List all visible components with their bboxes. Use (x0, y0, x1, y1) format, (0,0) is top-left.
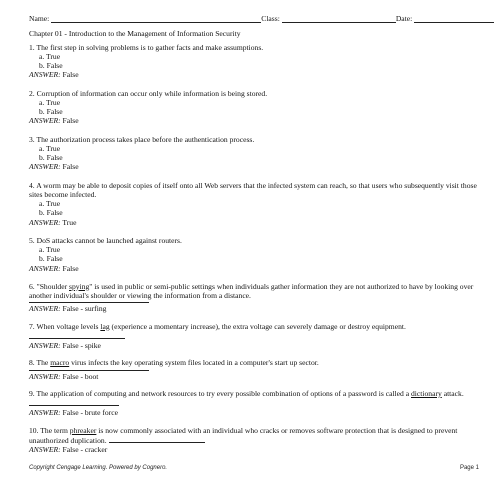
question-text-start: The application of computing and network resources to try every possible combination of options of a password is called a (36, 388, 411, 398)
answer-value: False - surfing (62, 304, 107, 314)
question-number: 9. (29, 388, 35, 398)
name-input-line[interactable] (51, 14, 261, 23)
option-false[interactable]: b. False (39, 107, 63, 116)
question-4 (29, 181, 479, 227)
page-footer (29, 465, 479, 472)
class-label: Class: (261, 14, 280, 23)
question-number: 2. (29, 88, 35, 98)
answer-blank-line[interactable] (29, 301, 149, 303)
question-text: Corruption of information can occur only while information is being stored. (36, 88, 268, 98)
question-10 (29, 426, 479, 455)
question-6 (29, 282, 479, 314)
question-number: 3. (29, 134, 35, 144)
question-number: 7. (29, 321, 35, 331)
page-number: Page 1 (459, 465, 479, 471)
question-5 (29, 236, 479, 273)
name-label: Name: (29, 14, 50, 23)
date-label: Date: (395, 14, 413, 23)
question-text-start: The term (40, 425, 70, 435)
header-fields (29, 14, 479, 23)
answer-value: False - boot (62, 371, 99, 381)
question-number: 10. (29, 425, 39, 435)
answer-label: ANSWER: (29, 70, 61, 80)
question-text-start: When voltage levels (36, 321, 101, 331)
question-text-end: is now commonly associated with an individual who cracks or removes software protection that is designed to prevent unauthorized duplication. (29, 425, 458, 445)
option-false[interactable]: b. False (39, 153, 63, 162)
question-number: 8. (29, 358, 35, 368)
answer-blank-line[interactable] (29, 369, 149, 371)
underlined-term: lag (100, 321, 110, 331)
underlined-term: macro (50, 358, 70, 368)
option-true[interactable]: a. True (39, 143, 61, 153)
copyright-text: Copyright Cengage Learning. Powered by Cognero. (29, 465, 168, 471)
option-true[interactable]: a. True (39, 245, 61, 254)
option-false[interactable]: b. False (39, 254, 63, 264)
answer-value: False (62, 263, 79, 273)
answer-blank[interactable] (109, 435, 205, 443)
answer-label: ANSWER: (29, 445, 61, 454)
question-text: The first step in solving problems is to gather facts and make assumptions. (36, 42, 264, 52)
underlined-term: dictionary (411, 388, 442, 398)
answer-label: ANSWER: (29, 162, 61, 172)
question-text: A worm may be able to deposit copies of itself onto all Web servers that the infected system can reach, so that users who subsequently visit those sites become infected. (29, 180, 477, 199)
question-number: 5. (29, 235, 35, 245)
question-text-end: " is used in public or semi-public settings when individuals gather information they are not authorized to have by looking over another individual's shoulder or viewing the information from a distance. (29, 281, 474, 300)
question-9 (29, 389, 479, 418)
option-true[interactable]: a. True (39, 51, 61, 61)
answer-label: ANSWER: (29, 408, 61, 418)
option-true[interactable]: a. True (39, 97, 61, 107)
answer-label: ANSWER: (29, 341, 61, 350)
answer-blank[interactable] (29, 398, 119, 406)
answer-label: ANSWER: (29, 263, 61, 273)
question-1 (29, 43, 479, 80)
answer-value: False (62, 70, 79, 80)
answer-value: False (62, 162, 79, 172)
question-text: The authorization process takes place before the authentication process. (36, 134, 255, 144)
question-text-end: (experience a momentary increase), the extra voltage can severely damage or destroy equipment. (109, 321, 406, 331)
question-text-start: The (36, 358, 51, 368)
question-7 (29, 322, 479, 351)
question-number: 4. (29, 180, 35, 190)
class-input-line[interactable] (282, 14, 396, 23)
question-text-end: attack. (441, 388, 464, 398)
question-number: 6. (29, 281, 35, 291)
class-field (261, 14, 396, 23)
question-text-start: "Shoulder (36, 281, 70, 291)
underlined-term: spying (69, 281, 90, 291)
answer-label: ANSWER: (29, 217, 61, 227)
option-false[interactable]: b. False (39, 208, 63, 218)
chapter-title: Chapter 01 - Introduction to the Management of Information Security (29, 29, 241, 39)
answer-label: ANSWER: (29, 371, 61, 381)
question-2 (29, 89, 479, 126)
name-field (29, 14, 261, 23)
question-3 (29, 135, 479, 172)
question-text: DoS attacks cannot be launched against routers. (36, 235, 182, 245)
answer-label: ANSWER: (29, 304, 61, 314)
question-number: 1. (29, 42, 35, 52)
answer-value: True (62, 217, 77, 227)
date-field (396, 14, 494, 23)
option-true[interactable]: a. True (39, 199, 61, 208)
option-false[interactable]: b. False (39, 61, 63, 70)
answer-label: ANSWER: (29, 116, 61, 126)
answer-value: False - spike (62, 341, 101, 350)
date-input-line[interactable] (414, 14, 494, 23)
answer-value: False (62, 116, 79, 126)
answer-value: False - cracker (62, 445, 108, 454)
question-text-end: virus infects the key operating system files located in a computer's start up sector. (69, 358, 319, 368)
answer-value: False - brute force (62, 408, 118, 418)
underlined-term: phreaker (69, 425, 97, 435)
answer-blank[interactable] (29, 331, 125, 339)
question-8 (29, 358, 479, 381)
